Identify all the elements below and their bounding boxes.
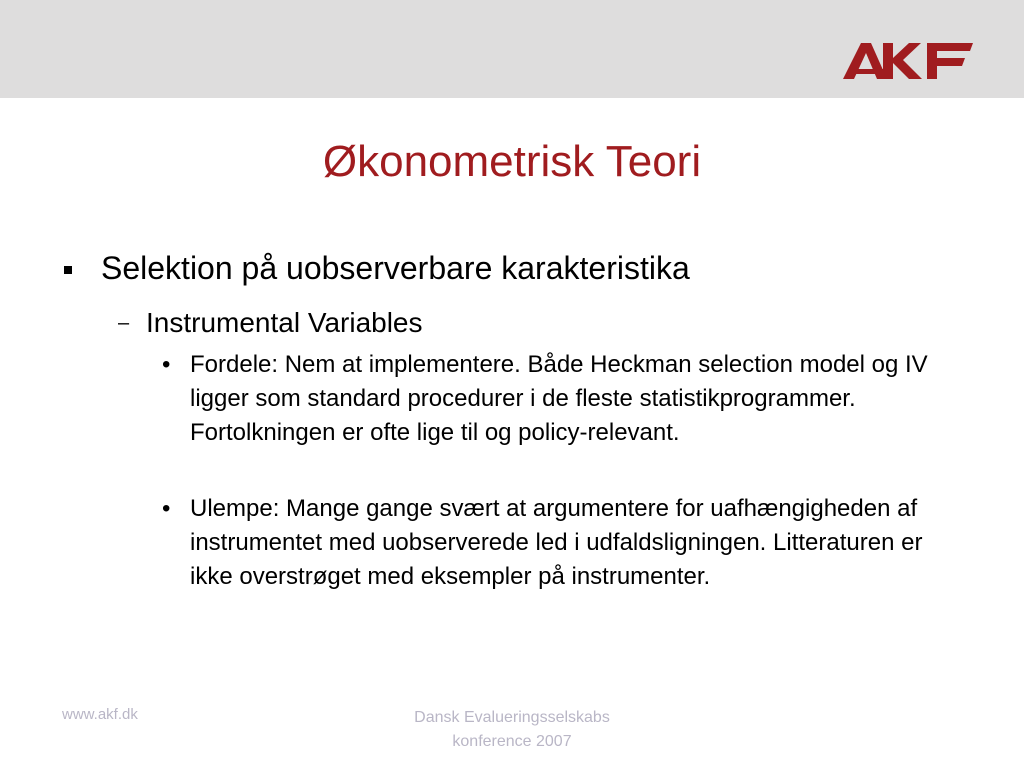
footer-line2: konference 2007 — [452, 733, 572, 750]
dot-bullet-icon: • — [162, 351, 171, 378]
bullet-level3-text: Ulempe: Mange gange svært at argumentere for uafhængigheden af instrumentet med uobserverede led i udfaldsligningen. Litteraturen er ikke overstrøget med eksempler på instrumenter. — [190, 495, 923, 590]
bullet-level1-text: Selektion på uobserverbare karakteristika — [101, 250, 690, 286]
footer-url: www.akf.dk — [62, 706, 138, 723]
dash-bullet-icon: – — [118, 312, 130, 334]
footer-conference — [362, 706, 662, 754]
slide-title: Økonometrisk Teori — [322, 137, 702, 186]
dot-bullet-icon: • — [162, 495, 171, 522]
footer-line1: Dansk Evalueringsselskabs — [414, 709, 610, 726]
bullet-level2-text: Instrumental Variables — [146, 307, 423, 338]
square-bullet-icon — [64, 266, 72, 274]
bullet-level3-text: Fordele: Nem at implementere. Både Heckman selection model og IV ligger som standard procedurer i de fleste statistikprogrammer. Fortolkningen er ofte lige til og policy-relevant. — [190, 351, 928, 446]
